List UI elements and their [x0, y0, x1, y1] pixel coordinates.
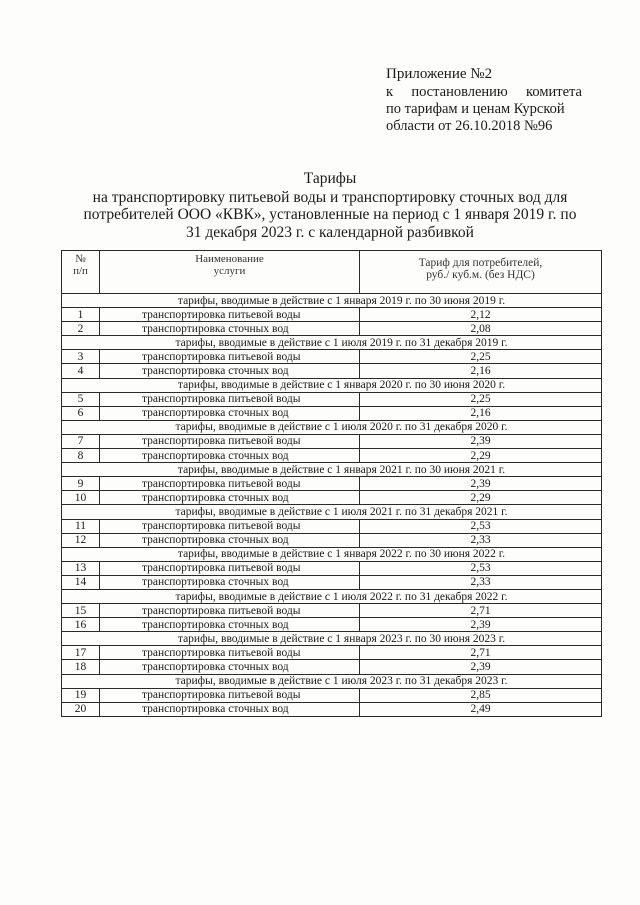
table-row — [62, 364, 602, 378]
tariff-table — [61, 250, 602, 717]
row-number: 14 — [62, 575, 100, 589]
header-tariff-line-1: Тариф для потребителей, — [418, 257, 543, 269]
service-name: транспортировка сточных вод — [100, 618, 360, 632]
tariff-value: 2,33 — [360, 575, 602, 589]
row-number: 18 — [62, 660, 100, 674]
row-number: 3 — [62, 350, 100, 364]
tariff-value: 2,08 — [360, 322, 602, 336]
appendix-line-3: области от 26.10.2018 №96 — [386, 118, 553, 134]
heading-line-3: 31 декабря 2023 г. с календарной разбивкой — [186, 223, 474, 241]
row-number: 8 — [62, 449, 100, 463]
header-num — [62, 251, 100, 294]
appendix-word: к — [386, 84, 394, 100]
service-name: транспортировка сточных вод — [100, 702, 360, 716]
header-num-line-1: № — [75, 253, 86, 265]
table-row — [62, 604, 602, 618]
table-row — [62, 392, 602, 406]
service-name: транспортировка сточных вод — [100, 449, 360, 463]
appendix-block — [386, 66, 586, 135]
period-label: тарифы, вводимые в действие с 1 июля 2023 г. по 31 декабря 2023 г. — [62, 674, 602, 688]
table-row — [62, 406, 602, 420]
table-row — [62, 308, 602, 322]
row-number: 5 — [62, 392, 100, 406]
period-row — [62, 547, 602, 561]
period-label: тарифы, вводимые в действие с 1 января 2019 г. по 30 июня 2019 г. — [62, 294, 602, 308]
table-row — [62, 660, 602, 674]
period-label: тарифы, вводимые в действие с 1 июля 2019 г. по 31 декабря 2019 г. — [62, 336, 602, 350]
table-header-row — [62, 251, 602, 294]
service-name: транспортировка питьевой воды — [100, 561, 360, 575]
row-number: 1 — [62, 308, 100, 322]
tariff-value: 2,39 — [360, 618, 602, 632]
row-number: 9 — [62, 477, 100, 491]
header-service-line-2: услуги — [213, 265, 246, 277]
table-row — [62, 449, 602, 463]
tariff-value: 2,39 — [360, 660, 602, 674]
period-row — [62, 294, 602, 308]
header-service — [100, 251, 360, 294]
tariff-value: 2,49 — [360, 702, 602, 716]
service-name: транспортировка сточных вод — [100, 575, 360, 589]
period-label: тарифы, вводимые в действие с 1 января 2021 г. по 30 июня 2021 г. — [62, 463, 602, 477]
appendix-line-2: по тарифам и ценам Курской — [386, 101, 565, 117]
service-name: транспортировка питьевой воды — [100, 646, 360, 660]
header-num-line-2: п/п — [73, 265, 88, 277]
service-name: транспортировка питьевой воды — [100, 392, 360, 406]
row-number: 12 — [62, 533, 100, 547]
row-number: 11 — [62, 519, 100, 533]
table-row — [62, 688, 602, 702]
table-row — [62, 350, 602, 364]
period-label: тарифы, вводимые в действие с 1 июля 2021 г. по 31 декабря 2021 г. — [62, 505, 602, 519]
tariff-value: 2,16 — [360, 364, 602, 378]
header-tariff — [360, 251, 602, 294]
tariff-value: 2,33 — [360, 533, 602, 547]
row-number: 7 — [62, 434, 100, 448]
service-name: транспортировка питьевой воды — [100, 350, 360, 364]
tariff-value: 2,53 — [360, 561, 602, 575]
tariff-value: 2,16 — [360, 406, 602, 420]
row-number: 19 — [62, 688, 100, 702]
tariff-value: 2,29 — [360, 449, 602, 463]
period-row — [62, 674, 602, 688]
service-name: транспортировка сточных вод — [100, 364, 360, 378]
service-name: транспортировка питьевой воды — [100, 477, 360, 491]
service-name: транспортировка сточных вод — [100, 406, 360, 420]
row-number: 17 — [62, 646, 100, 660]
period-row — [62, 463, 602, 477]
row-number: 10 — [62, 491, 100, 505]
tariff-value: 2,29 — [360, 491, 602, 505]
period-label: тарифы, вводимые в действие с 1 января 2020 г. по 30 июня 2020 г. — [62, 378, 602, 392]
heading-line-2: потребителей ООО «КВК», установленные на период с 1 января 2019 г. по — [83, 206, 577, 223]
period-row — [62, 632, 602, 646]
period-row — [62, 420, 602, 434]
tariff-value: 2,71 — [360, 604, 602, 618]
tariff-value: 2,71 — [360, 646, 602, 660]
table-body — [62, 294, 602, 717]
service-name: транспортировка питьевой воды — [100, 688, 360, 702]
appendix-title: Приложение №2 — [386, 66, 493, 82]
header-tariff-line-2: руб./ куб.м. (без НДС) — [426, 269, 535, 281]
appendix-word: комитета — [526, 84, 582, 100]
document-heading — [70, 170, 590, 241]
service-name: транспортировка питьевой воды — [100, 308, 360, 322]
table-row — [62, 491, 602, 505]
tariff-value: 2,12 — [360, 308, 602, 322]
appendix-word: постановлению — [411, 84, 508, 100]
table-row — [62, 575, 602, 589]
heading-line-1: на транспортировку питьевой воды и транспортировку сточных вод для — [92, 188, 568, 206]
period-label: тарифы, вводимые в действие с 1 января 2022 г. по 30 июня 2022 г. — [62, 547, 602, 561]
row-number: 6 — [62, 406, 100, 420]
table-row — [62, 646, 602, 660]
row-number: 13 — [62, 561, 100, 575]
row-number: 20 — [62, 702, 100, 716]
service-name: транспортировка сточных вод — [100, 660, 360, 674]
period-label: тарифы, вводимые в действие с 1 июля 2022 г. по 31 декабря 2022 г. — [62, 589, 602, 603]
table-row — [62, 322, 602, 336]
tariff-value: 2,53 — [360, 519, 602, 533]
tariff-value: 2,25 — [360, 392, 602, 406]
tariff-value: 2,39 — [360, 434, 602, 448]
table-row — [62, 434, 602, 448]
service-name: транспортировка питьевой воды — [100, 604, 360, 618]
period-row — [62, 378, 602, 392]
service-name: транспортировка сточных вод — [100, 322, 360, 336]
service-name: транспортировка питьевой воды — [100, 519, 360, 533]
tariff-value: 2,39 — [360, 477, 602, 491]
service-name: транспортировка сточных вод — [100, 491, 360, 505]
document-title: Тарифы — [303, 170, 357, 187]
tariff-value: 2,85 — [360, 688, 602, 702]
table-row — [62, 477, 602, 491]
table-row — [62, 561, 602, 575]
table-row — [62, 519, 602, 533]
table-row — [62, 702, 602, 716]
service-name: транспортировка сточных вод — [100, 533, 360, 547]
period-label: тарифы, вводимые в действие с 1 июля 2020 г. по 31 декабря 2020 г. — [62, 420, 602, 434]
table-row — [62, 618, 602, 632]
period-row — [62, 505, 602, 519]
row-number: 16 — [62, 618, 100, 632]
appendix-line-1 — [386, 84, 582, 101]
table-row — [62, 533, 602, 547]
service-name: транспортировка питьевой воды — [100, 434, 360, 448]
period-row — [62, 589, 602, 603]
period-row — [62, 336, 602, 350]
tariff-value: 2,25 — [360, 350, 602, 364]
row-number: 4 — [62, 364, 100, 378]
row-number: 15 — [62, 604, 100, 618]
header-service-line-1: Наименование — [195, 253, 264, 265]
row-number: 2 — [62, 322, 100, 336]
period-label: тарифы, вводимые в действие с 1 января 2023 г. по 30 июня 2023 г. — [62, 632, 602, 646]
